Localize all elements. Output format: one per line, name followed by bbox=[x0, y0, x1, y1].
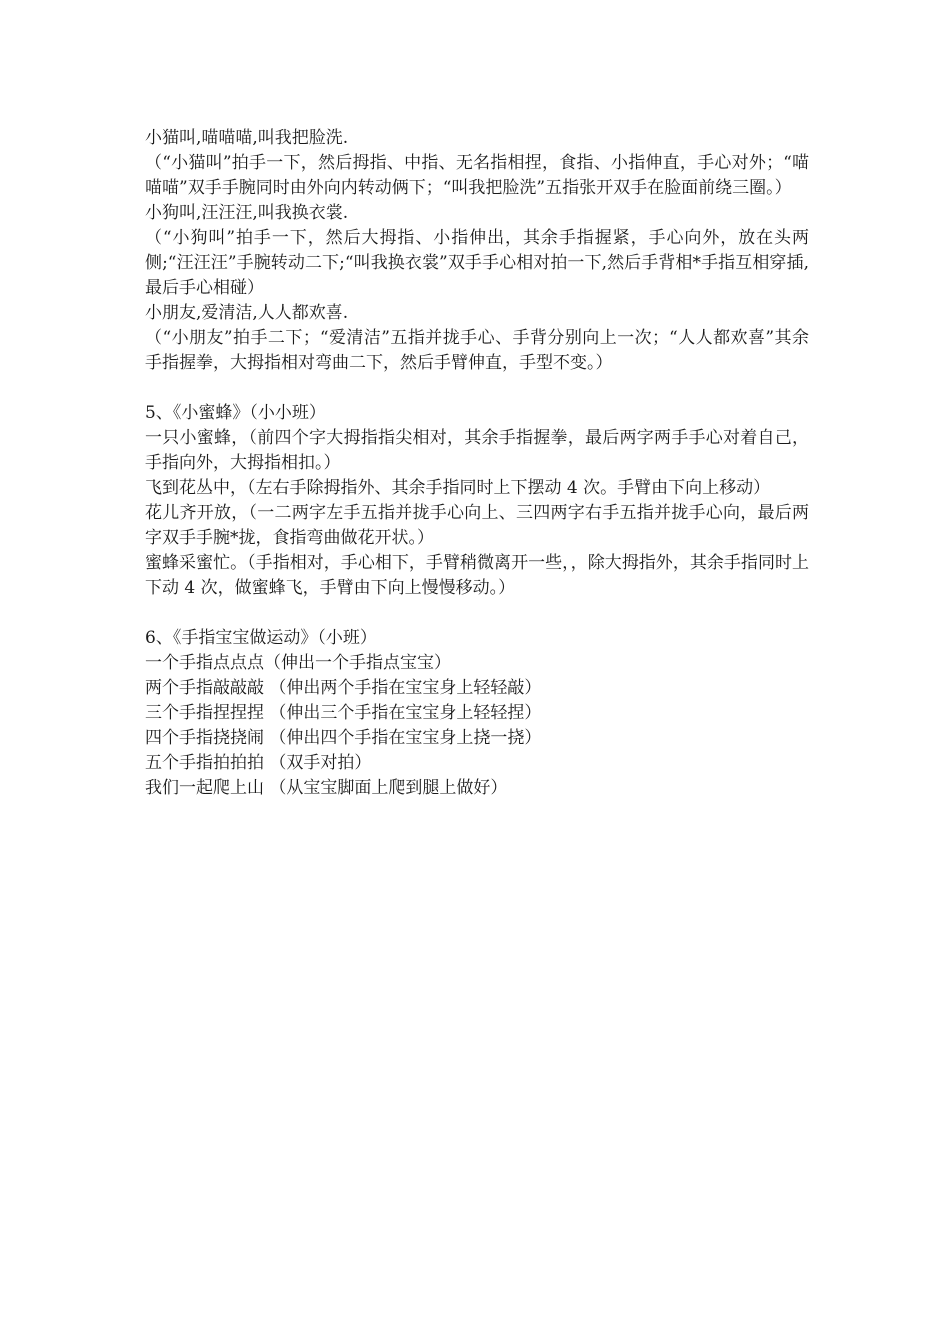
finger-line-6: 我们一起爬上山 （从宝宝脚面上爬到腿上做好） bbox=[145, 778, 508, 798]
cat-instruction: （“小猫叫”拍手一下，然后拇指、中指、无名指相捏，食指、小指伸直，手心对外；“喵喵喵”双手手腕同时由外向内转动俩下；“叫我把脸洗”五指张开双手在脸面前绕三圈。） bbox=[145, 153, 809, 198]
document-body bbox=[145, 126, 809, 801]
paragraph-gap bbox=[145, 601, 809, 626]
finger-line-3: 三个手指捏捏捏 （伸出三个手指在宝宝身上轻轻捏） bbox=[145, 703, 542, 723]
bee-line-1: 一只小蜜蜂，（前四个字大拇指指尖相对，其余手指握拳，最后两字两手手心对着自己，手指向外，大拇指相扣。） bbox=[145, 428, 809, 473]
dog-verse: 小狗叫,汪汪汪,叫我换衣裳. bbox=[145, 203, 349, 223]
friend-verse: 小朋友,爱清洁,人人都欢喜. bbox=[145, 303, 349, 323]
finger-line-1: 一个手指点点点（伸出一个手指点宝宝） bbox=[145, 653, 451, 673]
finger-line-2: 两个手指敲敲敲 （伸出两个手指在宝宝身上轻轻敲） bbox=[145, 678, 542, 698]
cat-verse: 小猫叫,喵喵喵,叫我把脸洗. bbox=[145, 128, 349, 148]
dog-instruction: （“小狗叫”拍手一下，然后大拇指、小指伸出，其余手指握紧，手心向外，放在头两侧;“汪汪汪”手腕转动二下;“叫我换衣裳”双手手心相对拍一下,然后手背相*手指互相穿插,最后手心相碰） bbox=[145, 228, 809, 298]
bee-line-2: 飞到花丛中，（左右手除拇指外、其余手指同时上下摆动 4 次。手臂由下向上移动） bbox=[145, 478, 771, 498]
bee-line-4: 蜜蜂采蜜忙。（手指相对，手心相下，手臂稍微离开一些，，除大拇指外，其余手指同时上下动 4 次，做蜜蜂飞，手臂由下向上慢慢移动。） bbox=[145, 553, 809, 598]
section-5-title: 5、《小蜜蜂》（小小班） bbox=[145, 403, 326, 423]
finger-line-4: 四个手指挠挠闹 （伸出四个手指在宝宝身上挠一挠） bbox=[145, 728, 542, 748]
bee-line-3: 花儿齐开放，（一二两字左手五指并拢手心向上、三四两字右手五指并拢手心向，最后两字双手手腕*拢，食指弯曲做花开状。） bbox=[145, 503, 809, 548]
section-6-title: 6、《手指宝宝做运动》（小班） bbox=[145, 628, 377, 648]
paragraph-gap bbox=[145, 376, 809, 401]
friend-instruction: （“小朋友”拍手二下；“爱清洁”五指并拢手心、手背分别向上一次；“人人都欢喜”其余手指握拳，大拇指相对弯曲二下，然后手臂伸直，手型不变。） bbox=[145, 328, 809, 373]
finger-line-5: 五个手指拍拍拍 （双手对拍） bbox=[145, 753, 372, 773]
